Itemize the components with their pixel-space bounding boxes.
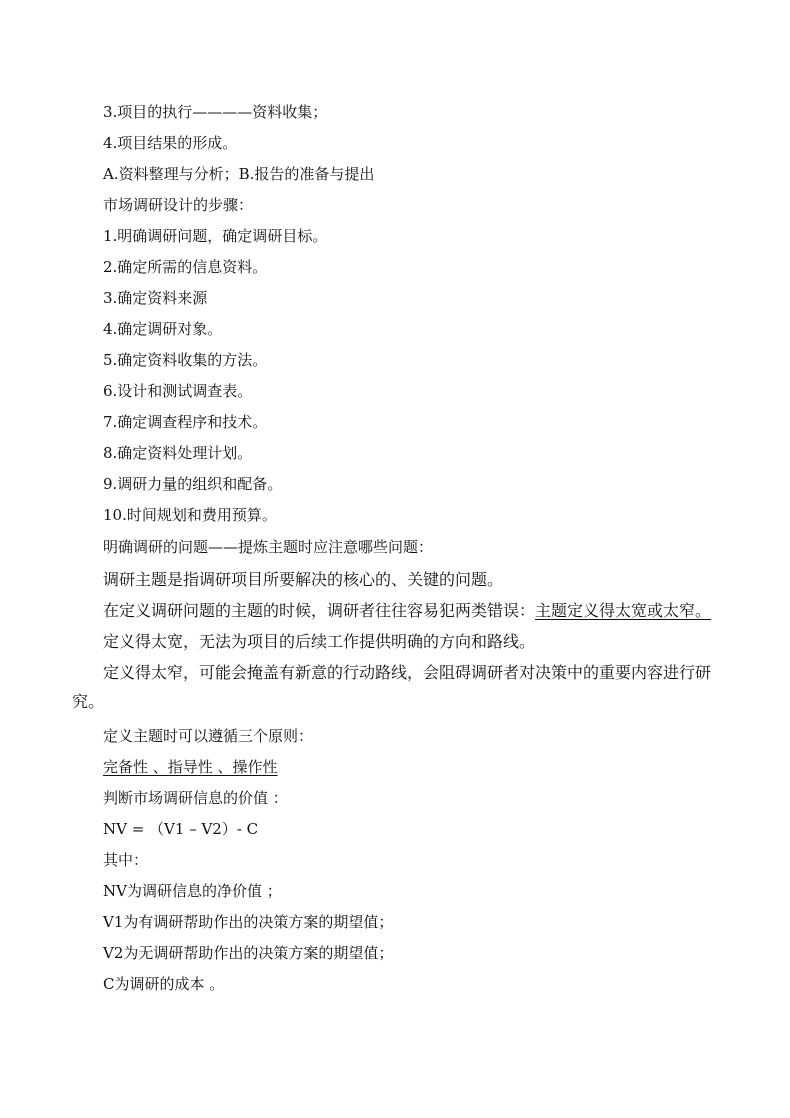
value-intro: 判断市场调研信息的价值 ： bbox=[103, 789, 288, 807]
too-narrow-line-continuation: 究。 bbox=[72, 692, 105, 711]
formula: NV = （V1 – V2）- C bbox=[103, 820, 259, 838]
definition-v2: V2为无调研帮助作出的决策方案的期望值； bbox=[103, 944, 394, 962]
definition-v1: V1为有调研帮助作出的决策方案的期望值； bbox=[103, 913, 394, 931]
text-line: 1.明确调研问题，确定调研目标。 bbox=[103, 227, 328, 245]
text-line: 2.确定所需的信息资料。 bbox=[103, 258, 268, 276]
errors-paragraph bbox=[103, 601, 711, 621]
text-line: 3.项目的执行————资料收集； bbox=[103, 103, 328, 121]
errors-underlined: 主题定义得太宽或太窄。 bbox=[535, 601, 712, 620]
text-line: 9.调研力量的组织和配备。 bbox=[103, 475, 283, 493]
definition-c: C为调研的成本 。 bbox=[103, 975, 225, 993]
text-line: 6.设计和测试调查表。 bbox=[103, 382, 253, 400]
text-line: A.资料整理与分析；B.报告的准备与提出 bbox=[103, 165, 375, 183]
text-line: 4.确定调研对象。 bbox=[103, 320, 223, 338]
text-line: 5.确定资料收集的方法。 bbox=[103, 351, 268, 369]
principles-intro: 定义主题时可以遵循三个原则： bbox=[103, 727, 314, 745]
definition-nv: NV为调研信息的净价值 ； bbox=[103, 882, 282, 900]
too-wide-line: 定义得太宽，无法为项目的后续工作提供明确的方向和路线。 bbox=[103, 632, 536, 651]
text-line: 调研主题是指调研项目所要解决的核心的、关键的问题。 bbox=[103, 570, 504, 589]
principles-list: 完备性 、指导性 、操作性 bbox=[103, 758, 278, 776]
text-line: 8.确定资料处理计划。 bbox=[103, 444, 253, 462]
text-line: 4.项目结果的形成。 bbox=[103, 134, 238, 152]
text-line: 7.确定调查程序和技术。 bbox=[103, 413, 268, 431]
errors-prefix: 在定义调研问题的主题的时候，调研者往往容易犯两类错误： bbox=[103, 601, 536, 620]
text-line: 3.确定资料来源 bbox=[103, 289, 208, 307]
text-line: 10.时间规划和费用预算。 bbox=[103, 506, 277, 524]
text-line: 市场调研设计的步骤： bbox=[103, 196, 254, 214]
text-line: 明确调研的问题——提炼主题时应注意哪些问题： bbox=[103, 538, 434, 556]
too-narrow-line: 定义得太窄，可能会掩盖有新意的行动路线，会阻碍调研者对决策中的重要内容进行研 bbox=[103, 663, 712, 682]
where-label: 其中： bbox=[103, 851, 149, 869]
